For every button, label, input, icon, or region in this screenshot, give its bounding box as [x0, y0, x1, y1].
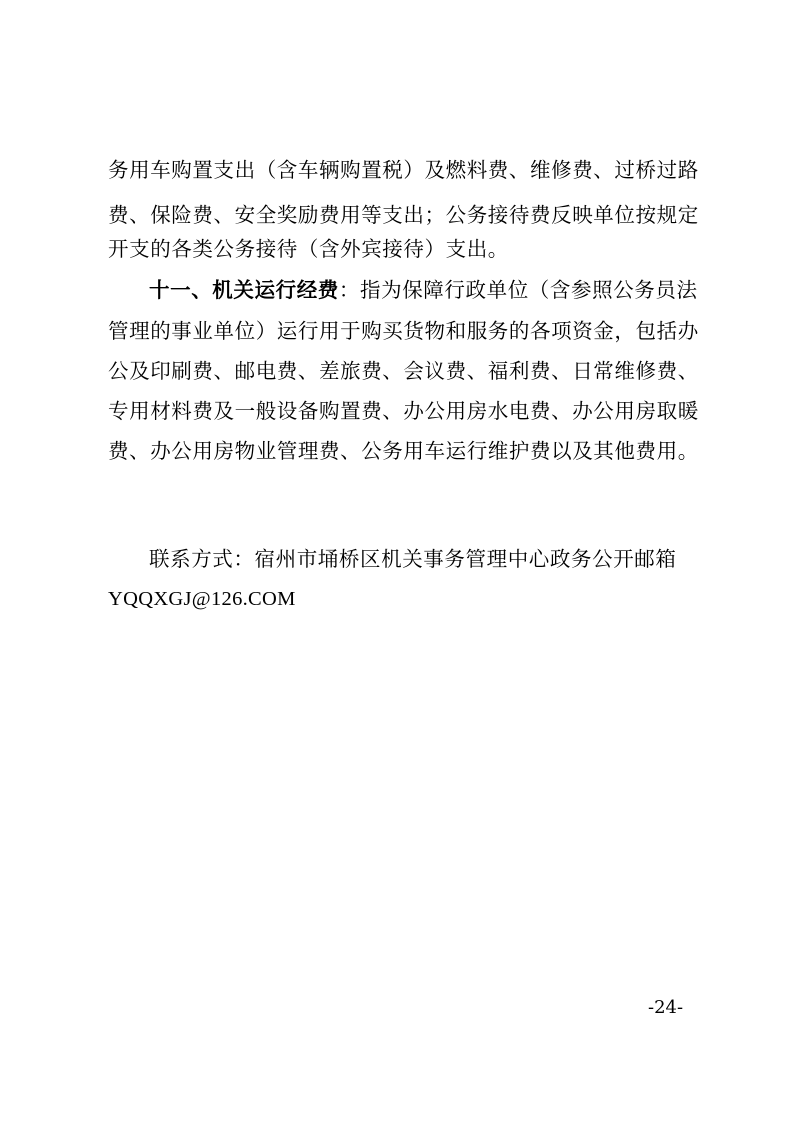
paragraph2-line-4: 专用材料费及一般设备购置费、办公用房水电费、办公用房取暖 — [108, 399, 699, 423]
paragraph2-line-5: 费、办公用房物业管理费、公务用车运行维护费以及其他费用。 — [108, 439, 699, 463]
paragraph1-line-1: 务用车购置支出（含车辆购置税）及燃料费、维修费、过桥过路 — [108, 158, 699, 182]
paragraph2-line-1 — [149, 276, 749, 304]
paragraph1-line-3: 开支的各类公务接待（含外宾接待）支出。 — [108, 237, 509, 261]
contact-email: YQQXGJ@126.COM — [108, 588, 296, 610]
paragraph2-line-3: 公及印刷费、邮电费、差旅费、会议费、福利费、日常维修费、 — [108, 359, 699, 383]
contact-line-1: 联系方式：宿州市埇桥区机关事务管理中心政务公开邮箱 — [149, 547, 677, 571]
section-heading-text: ：指为保障行政单位（含参照公务员法 — [338, 278, 698, 302]
paragraph2-line-2: 管理的事业单位）运行用于购买货物和服务的各项资金，包括办 — [108, 319, 699, 343]
page-number: -24- — [648, 997, 684, 1018]
paragraph1-line-2: 费、保险费、安全奖励费用等支出；公务接待费反映单位按规定 — [108, 203, 699, 227]
section-heading: 十一、机关运行经费 — [149, 278, 339, 302]
